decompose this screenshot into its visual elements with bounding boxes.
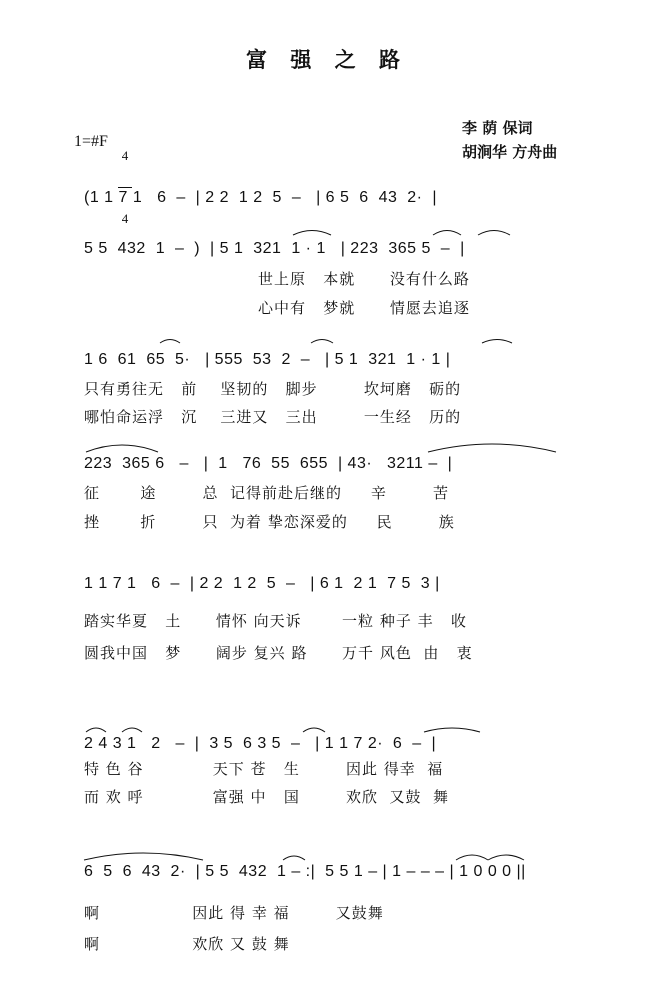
lyric-line-4-verse-1: 征 途 总 记得前赴后继的 辛 苦: [84, 484, 450, 502]
key-signature: 1=#F: [74, 133, 108, 150]
notation-line-5: 1 1 7 1 6 – | 2 2 1 2 5 – | 6 1 2 1 7 5 3 |: [84, 575, 440, 592]
time-signature-bottom: 4: [121, 211, 129, 226]
slur-mark: [283, 856, 305, 860]
lyric-line-2-verse-2: 心中有 梦就 情愿去追逐: [258, 299, 470, 317]
song-title: 富 强 之 路: [246, 48, 408, 72]
notation-line-6: 2 4 3 1 2 – | 3 5 6 3 5 – | 1 1 7 2· 6 – |: [84, 735, 437, 752]
lyric-line-2-verse-1: 世上原 本就 没有什么路: [258, 270, 470, 288]
notation-line-7: 6 5 6 43 2· | 5 5 432 1 – :| 5 5 1 – | 1 – – – | 1 0 0 0 ||: [84, 863, 526, 880]
notation-line-4: 223 365 6 – | 1 76 55 655 | 43· 3211 – |: [84, 455, 453, 472]
lyric-line-6-verse-2: 而 欢 呼 富强 中 国 欢欣 又鼓 舞: [84, 788, 450, 806]
slur-mark: [424, 728, 480, 732]
slur-mark: [478, 231, 510, 236]
slur-mark: [428, 444, 556, 452]
time-signature-top: 4: [121, 148, 129, 163]
lyric-line-6-verse-1: 特 色 谷 天下 苍 生 因此 得幸 福: [84, 760, 444, 778]
notation-line-1: (1 1 7 1 6 – | 2 2 1 2 5 – | 6 5 6 43 2· |: [84, 189, 438, 206]
slur-mark: [84, 853, 203, 860]
slur-mark: [293, 231, 331, 236]
slur-mark: [86, 728, 106, 732]
slur-mark: [488, 855, 524, 860]
slur-mark: [160, 340, 180, 344]
lyric-line-3-verse-2: 哪怕命运浮 沉 三进又 三出 一生经 历的: [84, 408, 462, 426]
lyric-line-5-verse-2: 圆我中国 梦 阔步 复兴 路 万千 风色 由 衷: [84, 644, 473, 662]
lyricist-credit: 李 荫 保词: [462, 119, 533, 137]
slur-mark: [122, 728, 142, 732]
slur-mark: [311, 340, 333, 344]
composer-credit: 胡涧华 方舟曲: [462, 143, 558, 161]
slur-mark: [303, 728, 325, 732]
slur-mark: [482, 340, 512, 344]
slur-mark: [433, 231, 461, 236]
slur-mark: [86, 445, 158, 452]
lyric-line-7-verse-1: 啊 因此 得 幸 福 又鼓舞: [84, 904, 384, 922]
lyric-line-7-verse-2: 啊 欢欣 又 鼓 舞: [84, 935, 290, 953]
slur-mark: [456, 855, 488, 860]
lyric-line-4-verse-2: 挫 折 只 为着 挚恋深爱的 民 族: [84, 513, 455, 531]
notation-line-2: 5 5 432 1 – ) | 5 1 321 1 · 1 | 223 365 5 – |: [84, 240, 465, 257]
notation-line-3: 1 6 61 65 5· | 555 53 2 – | 5 1 321 1 · 1 |: [84, 351, 451, 368]
slur-marks: [84, 231, 556, 861]
lyric-line-5-verse-1: 踏实华夏 土 情怀 向天诉 一粒 种子 丰 收: [84, 612, 467, 630]
lyric-line-3-verse-1: 只有勇往无 前 坚韧的 脚步 坎坷磨 砺的: [84, 380, 462, 398]
